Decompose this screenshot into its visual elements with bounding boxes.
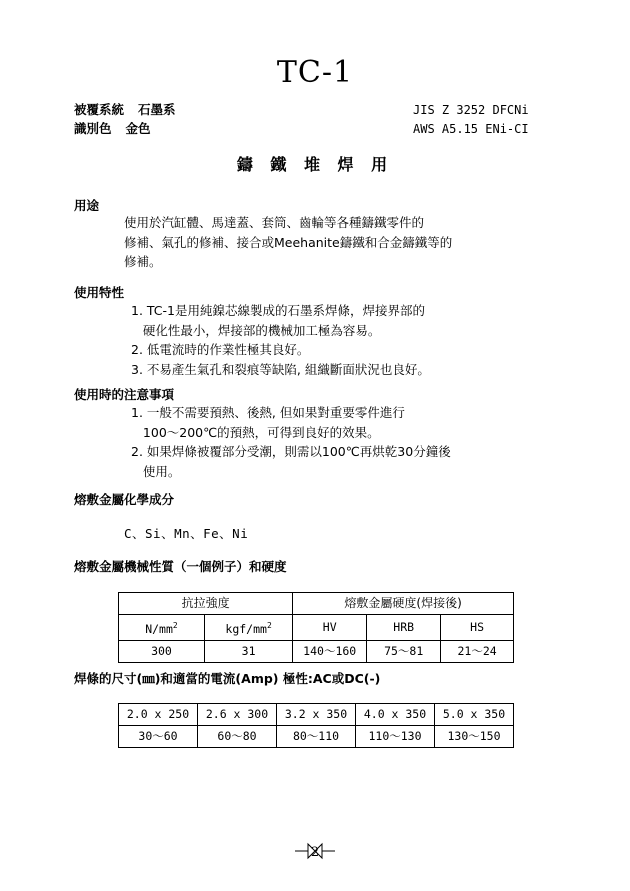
cell-size-4: 4.0 x 350 xyxy=(356,704,435,726)
header-right-block xyxy=(413,101,529,139)
cell-size-2: 2.6 x 300 xyxy=(198,704,277,726)
group-header-hardness: 熔敷金屬硬度(焊接後) xyxy=(293,593,514,615)
header-left-block xyxy=(74,100,176,138)
group-header-tensile-strength: 抗拉強度 xyxy=(119,593,293,615)
cell-current-5: 130～150 xyxy=(435,726,514,748)
characteristics-item-1a: 1. TC-1是用純鎳芯線製成的石墨系焊條，焊接界部的 xyxy=(131,303,425,318)
table-row xyxy=(119,615,514,641)
header-left-row-2 xyxy=(74,119,176,138)
section-heading-chemical-composition: 熔敷金屬化學成分 xyxy=(74,492,175,507)
purpose-line-3: 修補。 xyxy=(124,254,162,269)
header-left-row-1 xyxy=(74,100,176,119)
sub-header-hrb: HRB xyxy=(367,615,441,641)
coating-system-label: 被覆系統 xyxy=(74,102,125,117)
section-heading-purpose: 用途 xyxy=(74,198,100,213)
page-number: 2 xyxy=(310,845,320,860)
section-heading-mechanical-properties: 熔敷金屬機械性質（一個例子）和硬度 xyxy=(74,559,287,574)
section-body-characteristics xyxy=(131,301,430,379)
characteristics-item-2: 2. 低電流時的作業性極其良好。 xyxy=(131,342,310,357)
purpose-line-1: 使用於汽缸體、馬達蓋、套筒、齒輪等各種鑄鐵零件的 xyxy=(124,215,425,230)
section-body-purpose xyxy=(124,213,452,272)
identification-color-label: 識別色 xyxy=(74,121,112,136)
mechanical-properties-table xyxy=(118,592,514,663)
characteristics-item-3: 3. 不易產生氣孔和裂痕等缺陷, 組織斷面狀況也良好。 xyxy=(131,361,430,377)
cell-size-5: 5.0 x 350 xyxy=(435,704,514,726)
sub-header-hs: HS xyxy=(441,615,514,641)
cell-tensile-nmm2: 300 xyxy=(119,640,205,662)
precautions-item-1a: 1. 一般不需要預熱、後熱, 但如果對重要零件進行 xyxy=(131,405,405,420)
table-row xyxy=(119,726,514,748)
page-subtitle: 鑄 鐵 堆 焊 用 xyxy=(236,155,394,174)
table-row xyxy=(119,593,514,615)
chemical-composition-value: C、Si、Mn、Fe、Ni xyxy=(124,526,249,541)
cell-current-3: 80～110 xyxy=(277,726,356,748)
cell-hs: 21～24 xyxy=(441,640,514,662)
cell-tensile-kgfmm2: 31 xyxy=(204,640,292,662)
page-title: TC-1 xyxy=(276,55,354,90)
section-heading-precautions: 使用時的注意事項 xyxy=(74,387,175,402)
section-heading-electrode-size: 焊條的尺寸(㎜)和適當的電流(Amp) 極性:AC或DC(-) xyxy=(74,671,381,686)
section-heading-characteristics: 使用特性 xyxy=(74,285,125,300)
standard-jis: JIS Z 3252 DFCNi xyxy=(413,103,529,117)
coating-system-value: 石墨系 xyxy=(138,102,176,117)
cell-current-2: 60～80 xyxy=(198,726,277,748)
cell-current-4: 110～130 xyxy=(356,726,435,748)
precautions-item-1b: 100～200℃的預熱，可得到良好的效果。 xyxy=(131,424,380,440)
cell-hrb: 75～81 xyxy=(367,640,441,662)
electrode-size-current-table xyxy=(118,703,514,748)
sub-header-hv: HV xyxy=(293,615,367,641)
cell-size-1: 2.0 x 250 xyxy=(119,704,198,726)
section-body-precautions xyxy=(131,403,451,481)
precautions-item-2a: 2. 如果焊條被覆部分受潮，則需以100℃再烘乾30分鐘後 xyxy=(131,444,451,459)
purpose-line-2: 修補、氣孔的修補、接合或Meehanite鑄鐵和合金鑄鐵等的 xyxy=(124,234,453,250)
identification-color-value: 金色 xyxy=(125,121,151,136)
cell-hv: 140～160 xyxy=(293,640,367,662)
characteristics-item-1b: 硬化性最小，焊接部的機械加工極為容易。 xyxy=(131,322,381,338)
standard-aws: AWS A5.15 ENi-CI xyxy=(413,122,529,136)
precautions-item-2b: 使用。 xyxy=(131,463,181,479)
table-row xyxy=(119,640,514,662)
cell-current-1: 30～60 xyxy=(119,726,198,748)
sub-header-nmm2: $N/mm^2$ xyxy=(119,615,205,641)
table-row xyxy=(119,704,514,726)
cell-size-3: 3.2 x 350 xyxy=(277,704,356,726)
sub-header-kgfmm2: kgf/$mm^2$ xyxy=(204,615,292,641)
